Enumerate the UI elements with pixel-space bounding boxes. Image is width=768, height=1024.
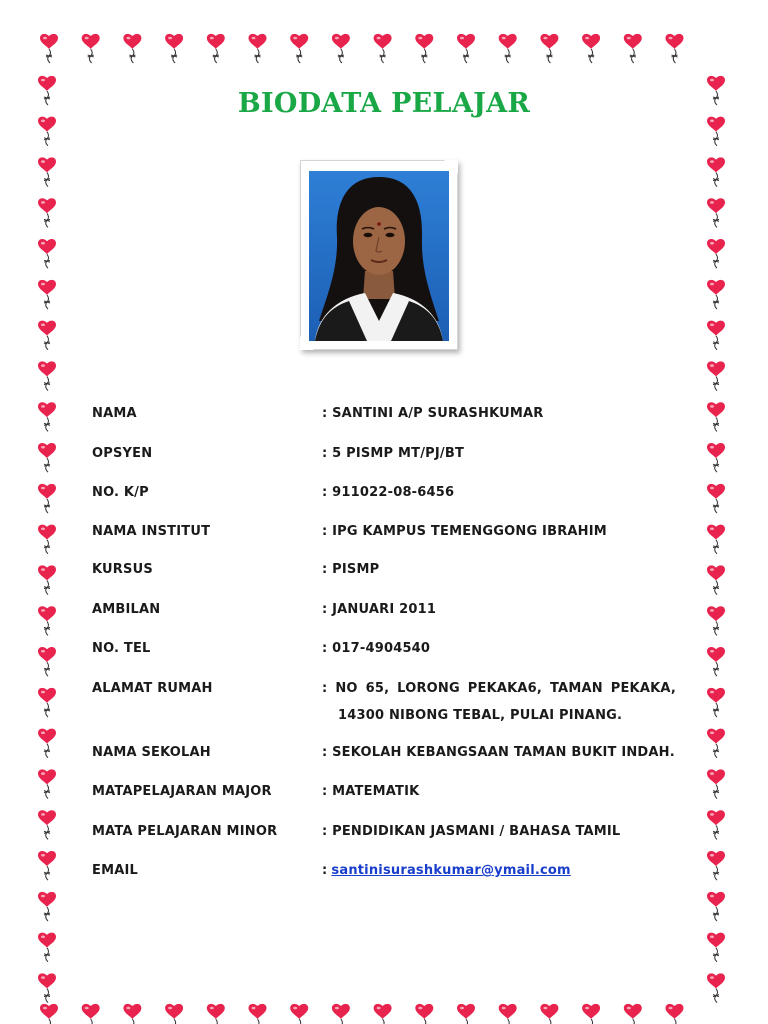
field-label: MATA PELAJARAN MINOR	[92, 824, 278, 839]
heart-balloon-icon	[38, 198, 56, 227]
heart-balloon-icon	[374, 1004, 392, 1024]
heart-balloon-icon	[38, 117, 56, 146]
field-value	[322, 863, 676, 878]
email-link[interactable]: santinisurashkumar@ymail.com	[331, 863, 571, 878]
heart-balloon-icon	[624, 34, 642, 63]
heart-balloon-icon	[499, 1004, 517, 1024]
heart-balloon-icon	[707, 402, 725, 431]
heart-balloon-icon	[707, 688, 725, 717]
heart-balloon-icon	[165, 1004, 183, 1024]
heart-balloon-icon	[38, 321, 56, 350]
heart-balloon-icon	[707, 565, 725, 594]
field-label: KURSUS	[92, 562, 153, 577]
heart-balloon-icon	[582, 1004, 600, 1024]
heart-balloon-icon	[707, 321, 725, 350]
field-label: NAMA INSTITUT	[92, 524, 211, 539]
heart-balloon-icon	[207, 34, 225, 63]
heart-balloon-icon	[707, 606, 725, 635]
heart-balloon-icon	[38, 688, 56, 717]
heart-balloon-icon	[707, 525, 725, 554]
heart-balloon-icon	[38, 769, 56, 798]
field-value: : SEKOLAH KEBANGSAAN TAMAN BUKIT INDAH.	[322, 745, 675, 760]
heart-balloon-icon	[624, 1004, 642, 1024]
heart-balloon-icon	[38, 239, 56, 268]
heart-balloon-icon	[707, 280, 725, 309]
heart-balloon-icon	[707, 933, 725, 962]
heart-balloon-icon	[82, 34, 100, 63]
heart-balloon-icon	[207, 1004, 225, 1024]
heart-balloon-icon	[707, 198, 725, 227]
field-value: : SANTINI A/P SURASHKUMAR	[322, 406, 544, 421]
field-value: : NO 65, LORONG PEKAKA6, TAMAN PEKAKA,	[322, 681, 676, 696]
field-value: : 017-4904540	[322, 641, 431, 656]
heart-balloon-icon	[332, 1004, 350, 1024]
heart-balloon-icon	[38, 729, 56, 758]
heart-balloon-icon	[38, 484, 56, 513]
heart-balloon-icon	[40, 34, 58, 63]
field-value-line2: 14300 NIBONG TEBAL, PULAI PINANG.	[338, 708, 623, 723]
heart-balloon-icon	[707, 443, 725, 472]
field-label: NAMA	[92, 406, 137, 421]
heart-balloon-icon	[38, 565, 56, 594]
heart-balloon-icon	[415, 34, 433, 63]
field-label: MATAPELAJARAN MAJOR	[92, 784, 272, 799]
field-label: ALAMAT RUMAH	[92, 681, 213, 696]
heart-balloon-icon	[123, 34, 141, 63]
heart-balloon-icon	[38, 647, 56, 676]
heart-balloon-icon	[38, 851, 56, 880]
heart-balloon-icon	[707, 117, 725, 146]
heart-balloon-icon	[707, 729, 725, 758]
heart-balloon-icon	[707, 647, 725, 676]
heart-balloon-icon	[38, 810, 56, 839]
field-label: AMBILAN	[92, 602, 161, 617]
heart-balloon-icon	[40, 1004, 58, 1024]
heart-balloon-icon	[582, 34, 600, 63]
heart-balloon-icon	[707, 810, 725, 839]
heart-balloon-icon	[666, 34, 684, 63]
heart-balloon-icon	[38, 402, 56, 431]
student-portrait-photo	[309, 171, 449, 341]
heart-balloon-icon	[38, 157, 56, 186]
page-title: BIODATA PELAJAR	[237, 88, 531, 119]
heart-balloon-icon	[290, 34, 308, 63]
heart-balloon-icon	[38, 443, 56, 472]
heart-balloon-icon	[540, 34, 558, 63]
colon: :	[322, 863, 328, 878]
field-value: : MATEMATIK	[322, 784, 420, 799]
field-value: : 5 PISMP MT/PJ/BT	[322, 446, 465, 461]
field-label: OPSYEN	[92, 446, 153, 461]
field-label: EMAIL	[92, 863, 138, 878]
heart-balloon-icon	[540, 1004, 558, 1024]
field-value: : 911022-08-6456	[322, 485, 455, 500]
heart-balloon-icon	[415, 1004, 433, 1024]
field-value: : PISMP	[322, 562, 380, 577]
heart-balloon-icon	[38, 606, 56, 635]
heart-balloon-icon	[332, 34, 350, 63]
heart-balloon-icon	[38, 280, 56, 309]
heart-balloon-icon	[457, 34, 475, 63]
heart-balloon-icon	[666, 1004, 684, 1024]
heart-balloon-icon	[707, 973, 725, 1002]
field-value: : PENDIDIKAN JASMANI / BAHASA TAMIL	[322, 824, 621, 839]
heart-balloon-icon	[290, 1004, 308, 1024]
field-label: NAMA SEKOLAH	[92, 745, 211, 760]
field-label: NO. K/P	[92, 485, 149, 500]
heart-balloon-icon	[123, 1004, 141, 1024]
heart-balloon-icon	[707, 769, 725, 798]
heart-balloon-icon	[38, 892, 56, 921]
heart-balloon-icon	[82, 1004, 100, 1024]
heart-balloon-icon	[38, 525, 56, 554]
field-value: : IPG KAMPUS TEMENGGONG IBRAHIM	[322, 524, 607, 539]
heart-balloon-icon	[707, 239, 725, 268]
heart-balloon-icon	[374, 34, 392, 63]
heart-balloon-icon	[707, 484, 725, 513]
heart-balloon-icon	[38, 933, 56, 962]
heart-balloon-icon	[707, 157, 725, 186]
heart-balloon-icon	[707, 361, 725, 390]
heart-balloon-icon	[38, 973, 56, 1002]
student-photo	[300, 160, 458, 350]
heart-balloon-icon	[165, 34, 183, 63]
heart-balloon-icon	[499, 34, 517, 63]
heart-balloon-icon	[457, 1004, 475, 1024]
heart-balloon-icon	[707, 851, 725, 880]
heart-balloon-icon	[249, 34, 267, 63]
heart-balloon-icon	[249, 1004, 267, 1024]
heart-balloon-icon	[38, 361, 56, 390]
field-label: NO. TEL	[92, 641, 151, 656]
field-value: : JANUARI 2011	[322, 602, 437, 617]
heart-balloon-icon	[707, 892, 725, 921]
